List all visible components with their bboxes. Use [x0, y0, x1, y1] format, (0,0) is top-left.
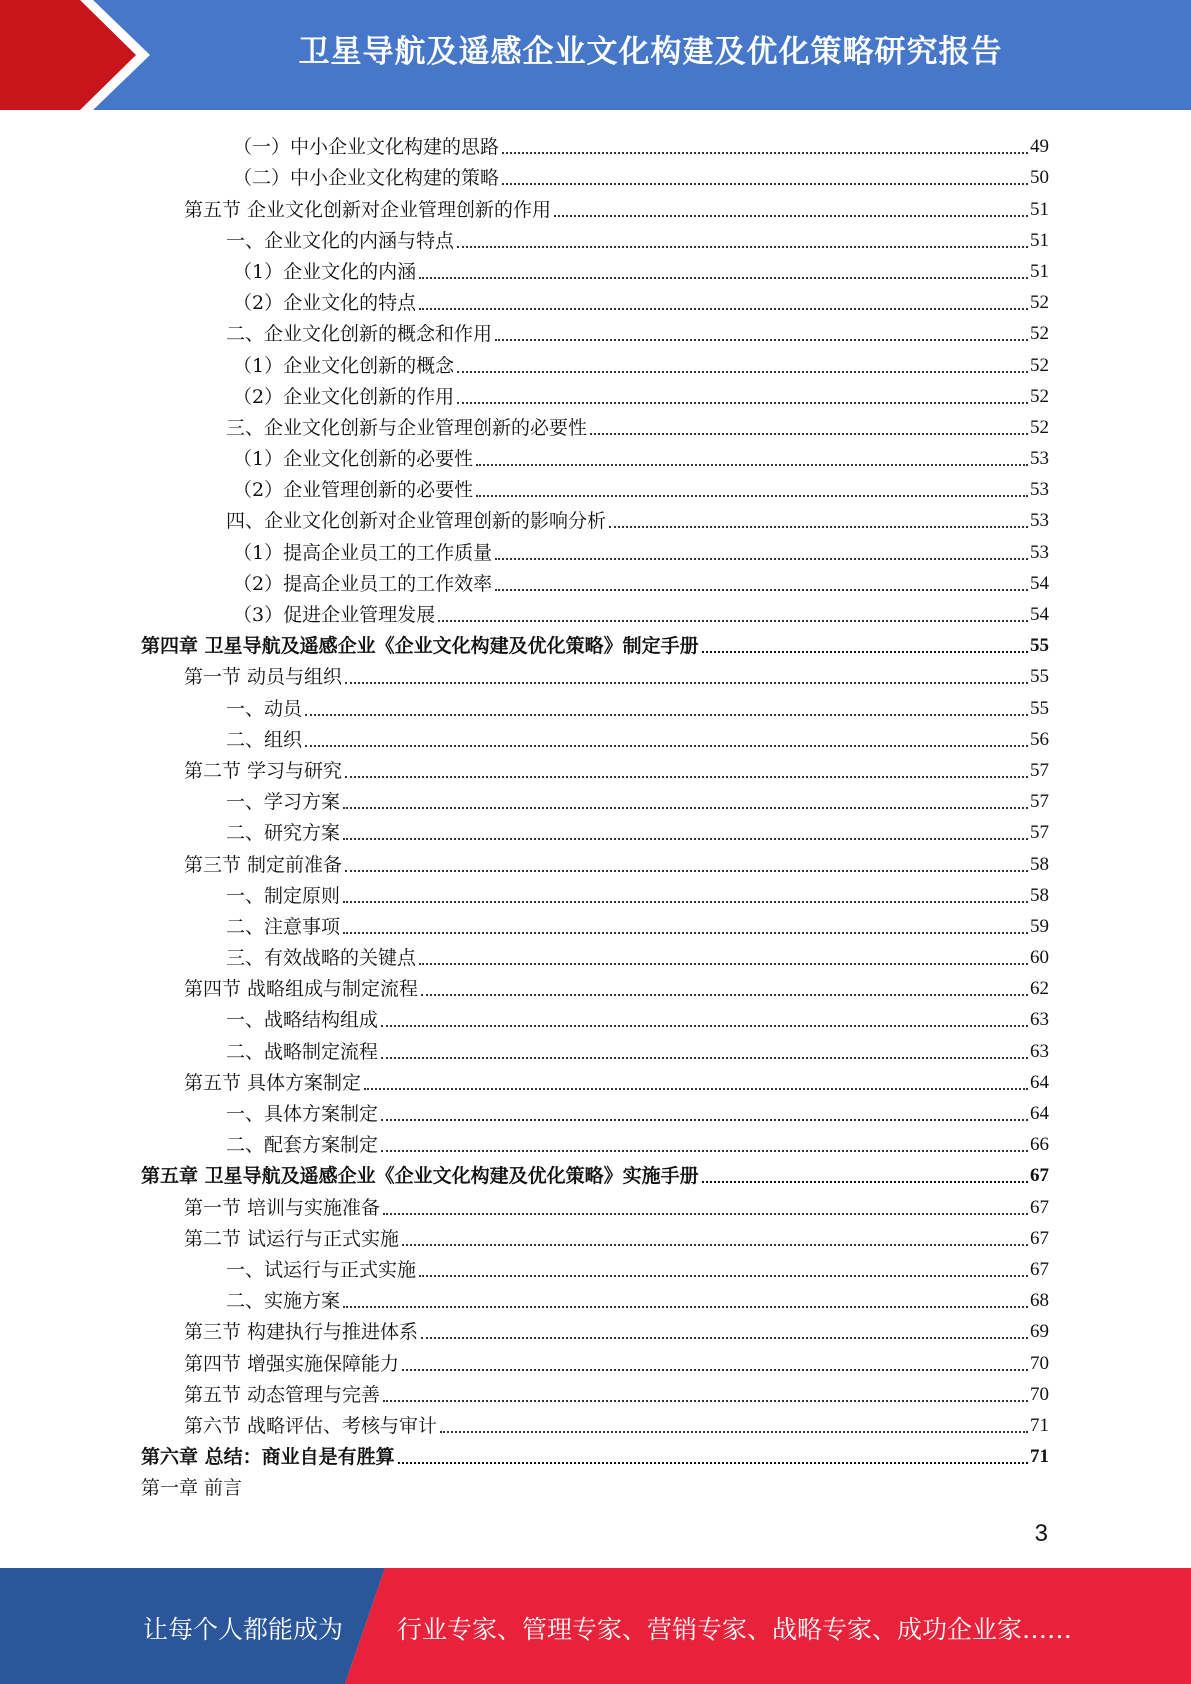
toc-entry-title: 第二节 学习与研究 — [184, 759, 343, 782]
toc-entry[interactable] — [141, 1032, 1049, 1063]
toc-entry-title: 第四节 战略组成与制定流程 — [184, 978, 419, 1001]
toc-entry-title: 第五章 卫星导航及遥感企业《企业文化构建及优化策略》实施手册 — [141, 1165, 699, 1188]
toc-entry-page: 52 — [1030, 292, 1049, 314]
toc-entry[interactable] — [141, 253, 1049, 284]
toc-entry[interactable] — [141, 596, 1049, 627]
toc-entry-title: 二、配套方案制定 — [226, 1134, 379, 1157]
toc-entry-title: 第一节 动员与组织 — [184, 666, 343, 689]
toc-entry-title: 一、试运行与正式实施 — [226, 1258, 417, 1281]
toc-leader-dots — [305, 714, 1028, 716]
toc-entry[interactable] — [141, 565, 1049, 596]
toc-entry-title: 第五节 具体方案制定 — [184, 1071, 362, 1094]
toc-entry[interactable] — [141, 877, 1049, 908]
toc-entry-page: 55 — [1030, 635, 1049, 657]
toc-entry[interactable] — [141, 1220, 1049, 1251]
toc-entry[interactable] — [141, 939, 1049, 970]
toc-entry-title: 四、企业文化创新对企业管理创新的影响分析 — [226, 510, 607, 533]
toc-entry-title: （二）中小企业文化构建的策略 — [233, 167, 500, 190]
toc-entry[interactable] — [141, 409, 1049, 440]
toc-entry-page: 67 — [1030, 1227, 1049, 1249]
toc-entry-title: （一）中小企业文化构建的思路 — [233, 136, 500, 159]
toc-leader-dots — [345, 682, 1028, 684]
toc-entry-page: 59 — [1030, 915, 1049, 937]
toc-entry-title: 第三节 构建执行与推进体系 — [184, 1321, 419, 1344]
toc-leader-dots — [502, 152, 1028, 154]
toc-entry-title: 第二节 试运行与正式实施 — [184, 1227, 400, 1250]
toc-entry-page: 63 — [1030, 1040, 1049, 1062]
toc-entry[interactable] — [141, 908, 1049, 939]
toc-entry-page: 57 — [1030, 822, 1049, 844]
toc-leader-dots — [343, 932, 1028, 934]
toc-leader-dots — [702, 1181, 1028, 1183]
toc-leader-dots — [402, 1369, 1028, 1371]
toc-entry-page: 70 — [1030, 1352, 1049, 1374]
toc-entry-title: 一、具体方案制定 — [226, 1103, 379, 1125]
toc-entry-title: 二、企业文化创新的概念和作用 — [226, 323, 493, 346]
toc-entry[interactable] — [141, 1344, 1049, 1375]
toc-entry-title: （2）企业文化创新的作用 — [233, 385, 455, 408]
toc-entry[interactable] — [141, 1188, 1049, 1219]
toc-entry-title: 一、动员 — [226, 697, 303, 720]
toc-entry-title: 二、战略制定流程 — [226, 1040, 379, 1063]
toc-entry-page: 52 — [1030, 385, 1049, 407]
toc-leader-dots — [343, 838, 1028, 840]
toc-entry-page: 50 — [1030, 167, 1049, 189]
toc-leader-dots — [421, 1337, 1028, 1339]
toc-leader-dots — [419, 277, 1028, 279]
toc-leader-dots — [402, 1244, 1028, 1246]
toc-entry-title: 二、研究方案 — [226, 822, 341, 845]
toc-entry-page: 60 — [1030, 947, 1049, 969]
toc-entry[interactable] — [141, 1064, 1049, 1095]
toc-entry[interactable] — [141, 1157, 1049, 1188]
toc-entry[interactable] — [141, 1407, 1049, 1438]
toc-leader-dots — [419, 963, 1028, 965]
toc-leader-dots — [305, 745, 1028, 747]
toc-leader-dots — [383, 1400, 1028, 1402]
toc-entry[interactable] — [141, 1376, 1049, 1407]
toc-entry-page: 55 — [1030, 697, 1049, 719]
toc-leader-dots — [554, 215, 1028, 217]
toc-entry-page: 57 — [1030, 791, 1049, 813]
toc-entry-page: 67 — [1030, 1196, 1049, 1218]
toc-entry[interactable] — [141, 845, 1049, 876]
toc-leader-dots — [398, 1462, 1028, 1464]
toc-entry[interactable] — [141, 721, 1049, 752]
toc-entry-title: 第四节 增强实施保障能力 — [184, 1352, 400, 1375]
toc-entry-page: 64 — [1030, 1103, 1049, 1124]
toc-leader-dots — [381, 1025, 1028, 1027]
toc-leader-dots — [476, 464, 1028, 466]
toc-entry-title: （2）企业文化的特点 — [233, 292, 417, 315]
toc-entry-title: （1）提高企业员工的工作质量 — [233, 541, 493, 564]
toc-entry-title: 一、企业文化的内涵与特点 — [226, 229, 455, 252]
toc-entry-page: 56 — [1030, 728, 1049, 750]
toc-entry[interactable] — [141, 752, 1049, 783]
toc-leader-dots — [343, 807, 1028, 809]
toc-entry-title: 三、有效战略的关键点 — [226, 947, 417, 970]
page-number: 3 — [1034, 1520, 1048, 1547]
toc-entry-page: 52 — [1030, 416, 1049, 438]
toc-entry-page: 62 — [1030, 978, 1049, 1000]
toc-entry-title: 三、企业文化创新与企业管理创新的必要性 — [226, 416, 588, 439]
toc-entry[interactable] — [141, 1313, 1049, 1344]
toc-entry-title: 一、学习方案 — [226, 791, 341, 814]
toc-entry[interactable] — [141, 1001, 1049, 1032]
toc-entry-page: 57 — [1030, 759, 1049, 781]
toc-leader-dots — [590, 433, 1028, 435]
toc-entry-page: 71 — [1030, 1446, 1049, 1468]
toc-entry[interactable] — [141, 1095, 1049, 1126]
toc-leader-dots — [421, 994, 1028, 996]
toc-entry-page: 67 — [1030, 1258, 1049, 1280]
toc-entry[interactable] — [141, 502, 1049, 533]
toc-entry-page: 55 — [1030, 666, 1049, 688]
toc-entry-title: 一、制定原则 — [226, 884, 341, 907]
toc-entry-title: （2）提高企业员工的工作效率 — [233, 572, 493, 595]
toc-entry-page: 63 — [1030, 1009, 1049, 1031]
toc-leader-dots — [457, 246, 1028, 248]
toc-entry-page: 51 — [1030, 198, 1049, 220]
toc-entry-page: 71 — [1030, 1414, 1049, 1436]
toc-entry[interactable] — [141, 970, 1049, 1001]
toc-entry[interactable] — [141, 284, 1049, 315]
toc-entry-page: 53 — [1030, 510, 1049, 532]
toc-leader-dots — [438, 620, 1028, 622]
toc-entry[interactable] — [141, 814, 1049, 845]
toc-entry-page: 67 — [1030, 1165, 1049, 1187]
toc-entry-page: 70 — [1030, 1383, 1049, 1405]
toc-entry-page: 53 — [1030, 448, 1049, 470]
toc-entry-page: 69 — [1030, 1321, 1049, 1343]
toc-entry[interactable] — [141, 1126, 1049, 1157]
toc-leader-dots — [364, 1088, 1028, 1090]
toc-entry[interactable] — [141, 346, 1049, 377]
toc-entry-title: 二、注意事项 — [226, 915, 341, 938]
toc-leader-dots — [702, 651, 1028, 653]
toc-entry-page: 51 — [1030, 229, 1049, 251]
toc-entry[interactable] — [141, 1469, 1049, 1500]
toc-entry-page: 54 — [1030, 604, 1049, 625]
page-header — [0, 0, 1191, 110]
toc-entry-page: 66 — [1030, 1134, 1049, 1156]
toc-entry[interactable] — [141, 315, 1049, 346]
toc-entry[interactable] — [141, 689, 1049, 720]
toc-leader-dots — [495, 339, 1028, 341]
toc-entry-title: 第五节 企业文化创新对企业管理创新的作用 — [184, 198, 552, 221]
toc-entry[interactable] — [141, 378, 1049, 409]
toc-entry[interactable] — [141, 658, 1049, 689]
toc-leader-dots — [345, 776, 1028, 778]
toc-entry-page: 52 — [1030, 354, 1049, 376]
toc-leader-dots — [440, 1431, 1028, 1433]
toc-leader-dots — [476, 495, 1028, 497]
toc-leader-dots — [609, 526, 1028, 528]
toc-entry-page: 49 — [1030, 136, 1049, 158]
toc-entry-title: 二、实施方案 — [226, 1290, 341, 1313]
toc-entry-page: 58 — [1030, 853, 1049, 875]
toc-entry-title: （1）企业文化的内涵 — [233, 260, 417, 283]
toc-entry[interactable] — [141, 190, 1049, 221]
toc-entry[interactable] — [141, 1282, 1049, 1313]
header-title: 卫星导航及遥感企业文化构建及优化策略研究报告 — [298, 34, 1003, 70]
toc-entry[interactable] — [141, 1251, 1049, 1282]
toc-leader-dots — [502, 183, 1028, 185]
toc-entry[interactable] — [141, 783, 1049, 814]
toc-leader-dots — [343, 1306, 1028, 1308]
toc-entry-title: 第四章 卫星导航及遥感企业《企业文化构建及优化策略》制定手册 — [141, 635, 699, 658]
toc-leader-dots — [419, 308, 1028, 310]
toc-entry[interactable] — [141, 471, 1049, 502]
toc-entry[interactable] — [141, 440, 1049, 471]
toc-entry-title: 第五节 动态管理与完善 — [184, 1383, 381, 1406]
toc-leader-dots — [343, 901, 1028, 903]
toc-entry-page: 51 — [1030, 260, 1049, 282]
toc-leader-dots — [457, 371, 1028, 373]
toc-entry-title: （2）企业管理创新的必要性 — [233, 479, 474, 502]
footer-slogan-left: 让每个人都能成为 — [143, 1615, 344, 1644]
toc-entry-title: （3）促进企业管理发展 — [233, 604, 436, 626]
toc-leader-dots — [457, 402, 1028, 404]
toc-leader-dots — [419, 1275, 1028, 1277]
toc-entry-title: 第六节 战略评估、考核与审计 — [184, 1414, 438, 1437]
toc-entry-title: 一、战略结构组成 — [226, 1009, 379, 1032]
toc-entry[interactable] — [141, 1438, 1049, 1469]
toc-entry-title: 第三节 制定前准备 — [184, 853, 343, 876]
toc-entry-title: （1）企业文化创新的概念 — [233, 354, 455, 377]
toc-entry-title: 二、组织 — [226, 728, 303, 751]
toc-entry-page: 53 — [1030, 479, 1049, 501]
toc-entry[interactable] — [141, 627, 1049, 658]
toc-leader-dots — [495, 589, 1028, 591]
toc-entry-page: 58 — [1030, 884, 1049, 906]
toc-leader-dots — [381, 1119, 1028, 1121]
footer-slogan-right: 行业专家、管理专家、营销专家、战略专家、成功企业家…… — [397, 1615, 1073, 1644]
toc-entry-page: 64 — [1030, 1071, 1049, 1093]
toc-entry-title: 第一章 前言 — [141, 1477, 243, 1500]
toc-leader-dots — [383, 1213, 1028, 1215]
toc-entry-page: 52 — [1030, 323, 1049, 345]
page-footer — [0, 1568, 1191, 1684]
toc-leader-dots — [345, 870, 1028, 872]
toc-leader-dots — [495, 558, 1028, 560]
toc-entry-page: 54 — [1030, 572, 1049, 594]
toc-leader-dots — [381, 1150, 1028, 1152]
toc-entry[interactable] — [141, 159, 1049, 190]
toc-leader-dots — [381, 1057, 1028, 1059]
table-of-contents — [141, 128, 1049, 1500]
toc-entry-page: 68 — [1030, 1290, 1049, 1312]
toc-entry[interactable] — [141, 128, 1049, 159]
toc-entry[interactable] — [141, 533, 1049, 564]
toc-entry[interactable] — [141, 222, 1049, 253]
toc-entry-title: 第一节 培训与实施准备 — [184, 1196, 381, 1219]
toc-entry-title: （1）企业文化创新的必要性 — [233, 448, 474, 471]
toc-entry-title: 第六章 总结：商业自是有胜算 — [141, 1446, 395, 1469]
toc-entry-page: 53 — [1030, 541, 1049, 563]
